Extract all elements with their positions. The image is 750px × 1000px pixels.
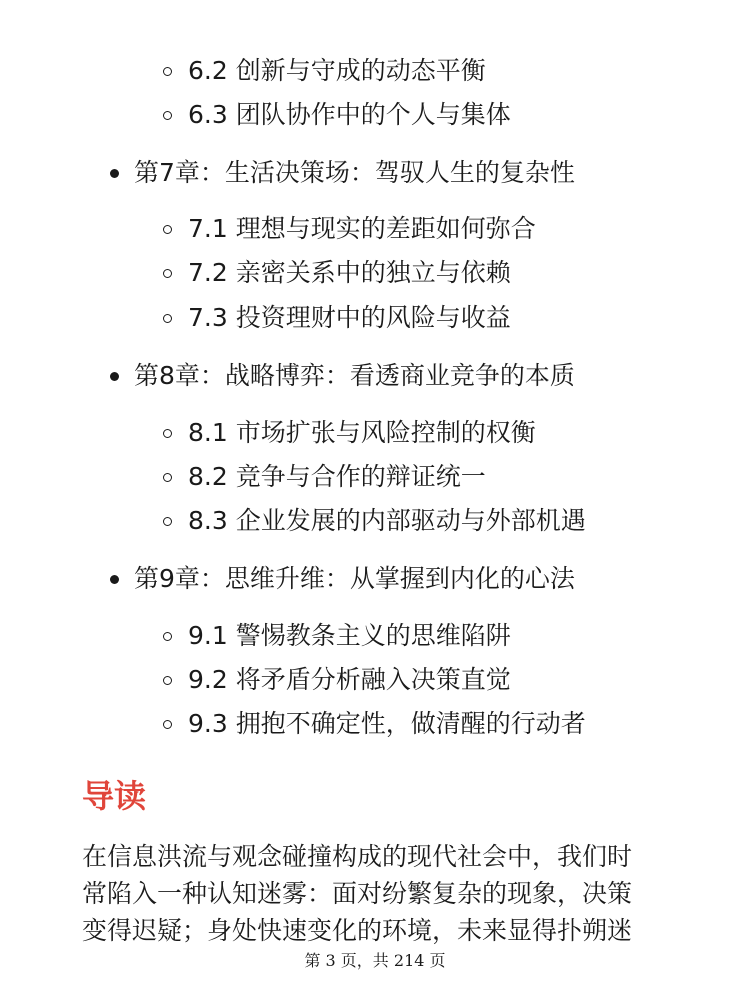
ring-bullet-icon: [163, 67, 172, 76]
dot-bullet-icon: [110, 169, 119, 178]
dot-bullet-icon: [110, 575, 119, 584]
ring-bullet-icon: [163, 111, 172, 120]
ring-bullet-icon: [163, 225, 172, 234]
toc-chapter-7: 第7章：生活决策场：驾驭人生的复杂性: [134, 158, 575, 187]
ring-bullet-icon: [163, 676, 172, 685]
ring-bullet-icon: [163, 517, 172, 526]
toc-section-8-1: 8.1 市场扩张与风险控制的权衡: [188, 418, 536, 447]
ring-bullet-icon: [163, 720, 172, 729]
toc-section-9-1: 9.1 警惕教条主义的思维陷阱: [188, 621, 511, 650]
toc-section-9-2: 9.2 将矛盾分析融入决策直觉: [188, 665, 511, 694]
page-number: 第 3 页，共 214 页: [304, 951, 446, 970]
intro-line: 常陷入一种认知迷雾：面对纷繁复杂的现象，决策: [82, 879, 633, 908]
dot-bullet-icon: [110, 372, 119, 381]
toc-section-7-2: 7.2 亲密关系中的独立与依赖: [188, 258, 511, 287]
toc-section-8-2: 8.2 竞争与合作的辩证统一: [188, 462, 486, 491]
ring-bullet-icon: [163, 473, 172, 482]
toc-section-7-1: 7.1 理想与现实的差距如何弥合: [188, 214, 536, 243]
toc-chapter-9: 第9章：思维升维：从掌握到内化的心法: [134, 564, 575, 593]
toc-chapter-8: 第8章：战略博弈：看透商业竞争的本质: [134, 361, 575, 390]
toc-section-6-3: 6.3 团队协作中的个人与集体: [188, 100, 511, 129]
intro-line: 变得迟疑；身处快速变化的环境，未来显得扑朔迷: [82, 916, 633, 945]
ring-bullet-icon: [163, 314, 172, 323]
intro-heading: 导读: [82, 777, 147, 815]
toc-section-9-3: 9.3 拥抱不确定性，做清醒的行动者: [188, 709, 586, 738]
toc-section-8-3: 8.3 企业发展的内部驱动与外部机遇: [188, 506, 586, 535]
ring-bullet-icon: [163, 429, 172, 438]
toc-section-6-2: 6.2 创新与守成的动态平衡: [188, 56, 486, 85]
intro-line: 在信息洪流与观念碰撞构成的现代社会中，我们时: [82, 842, 633, 871]
ring-bullet-icon: [163, 632, 172, 641]
toc-section-7-3: 7.3 投资理财中的风险与收益: [188, 303, 511, 332]
ring-bullet-icon: [163, 269, 172, 278]
